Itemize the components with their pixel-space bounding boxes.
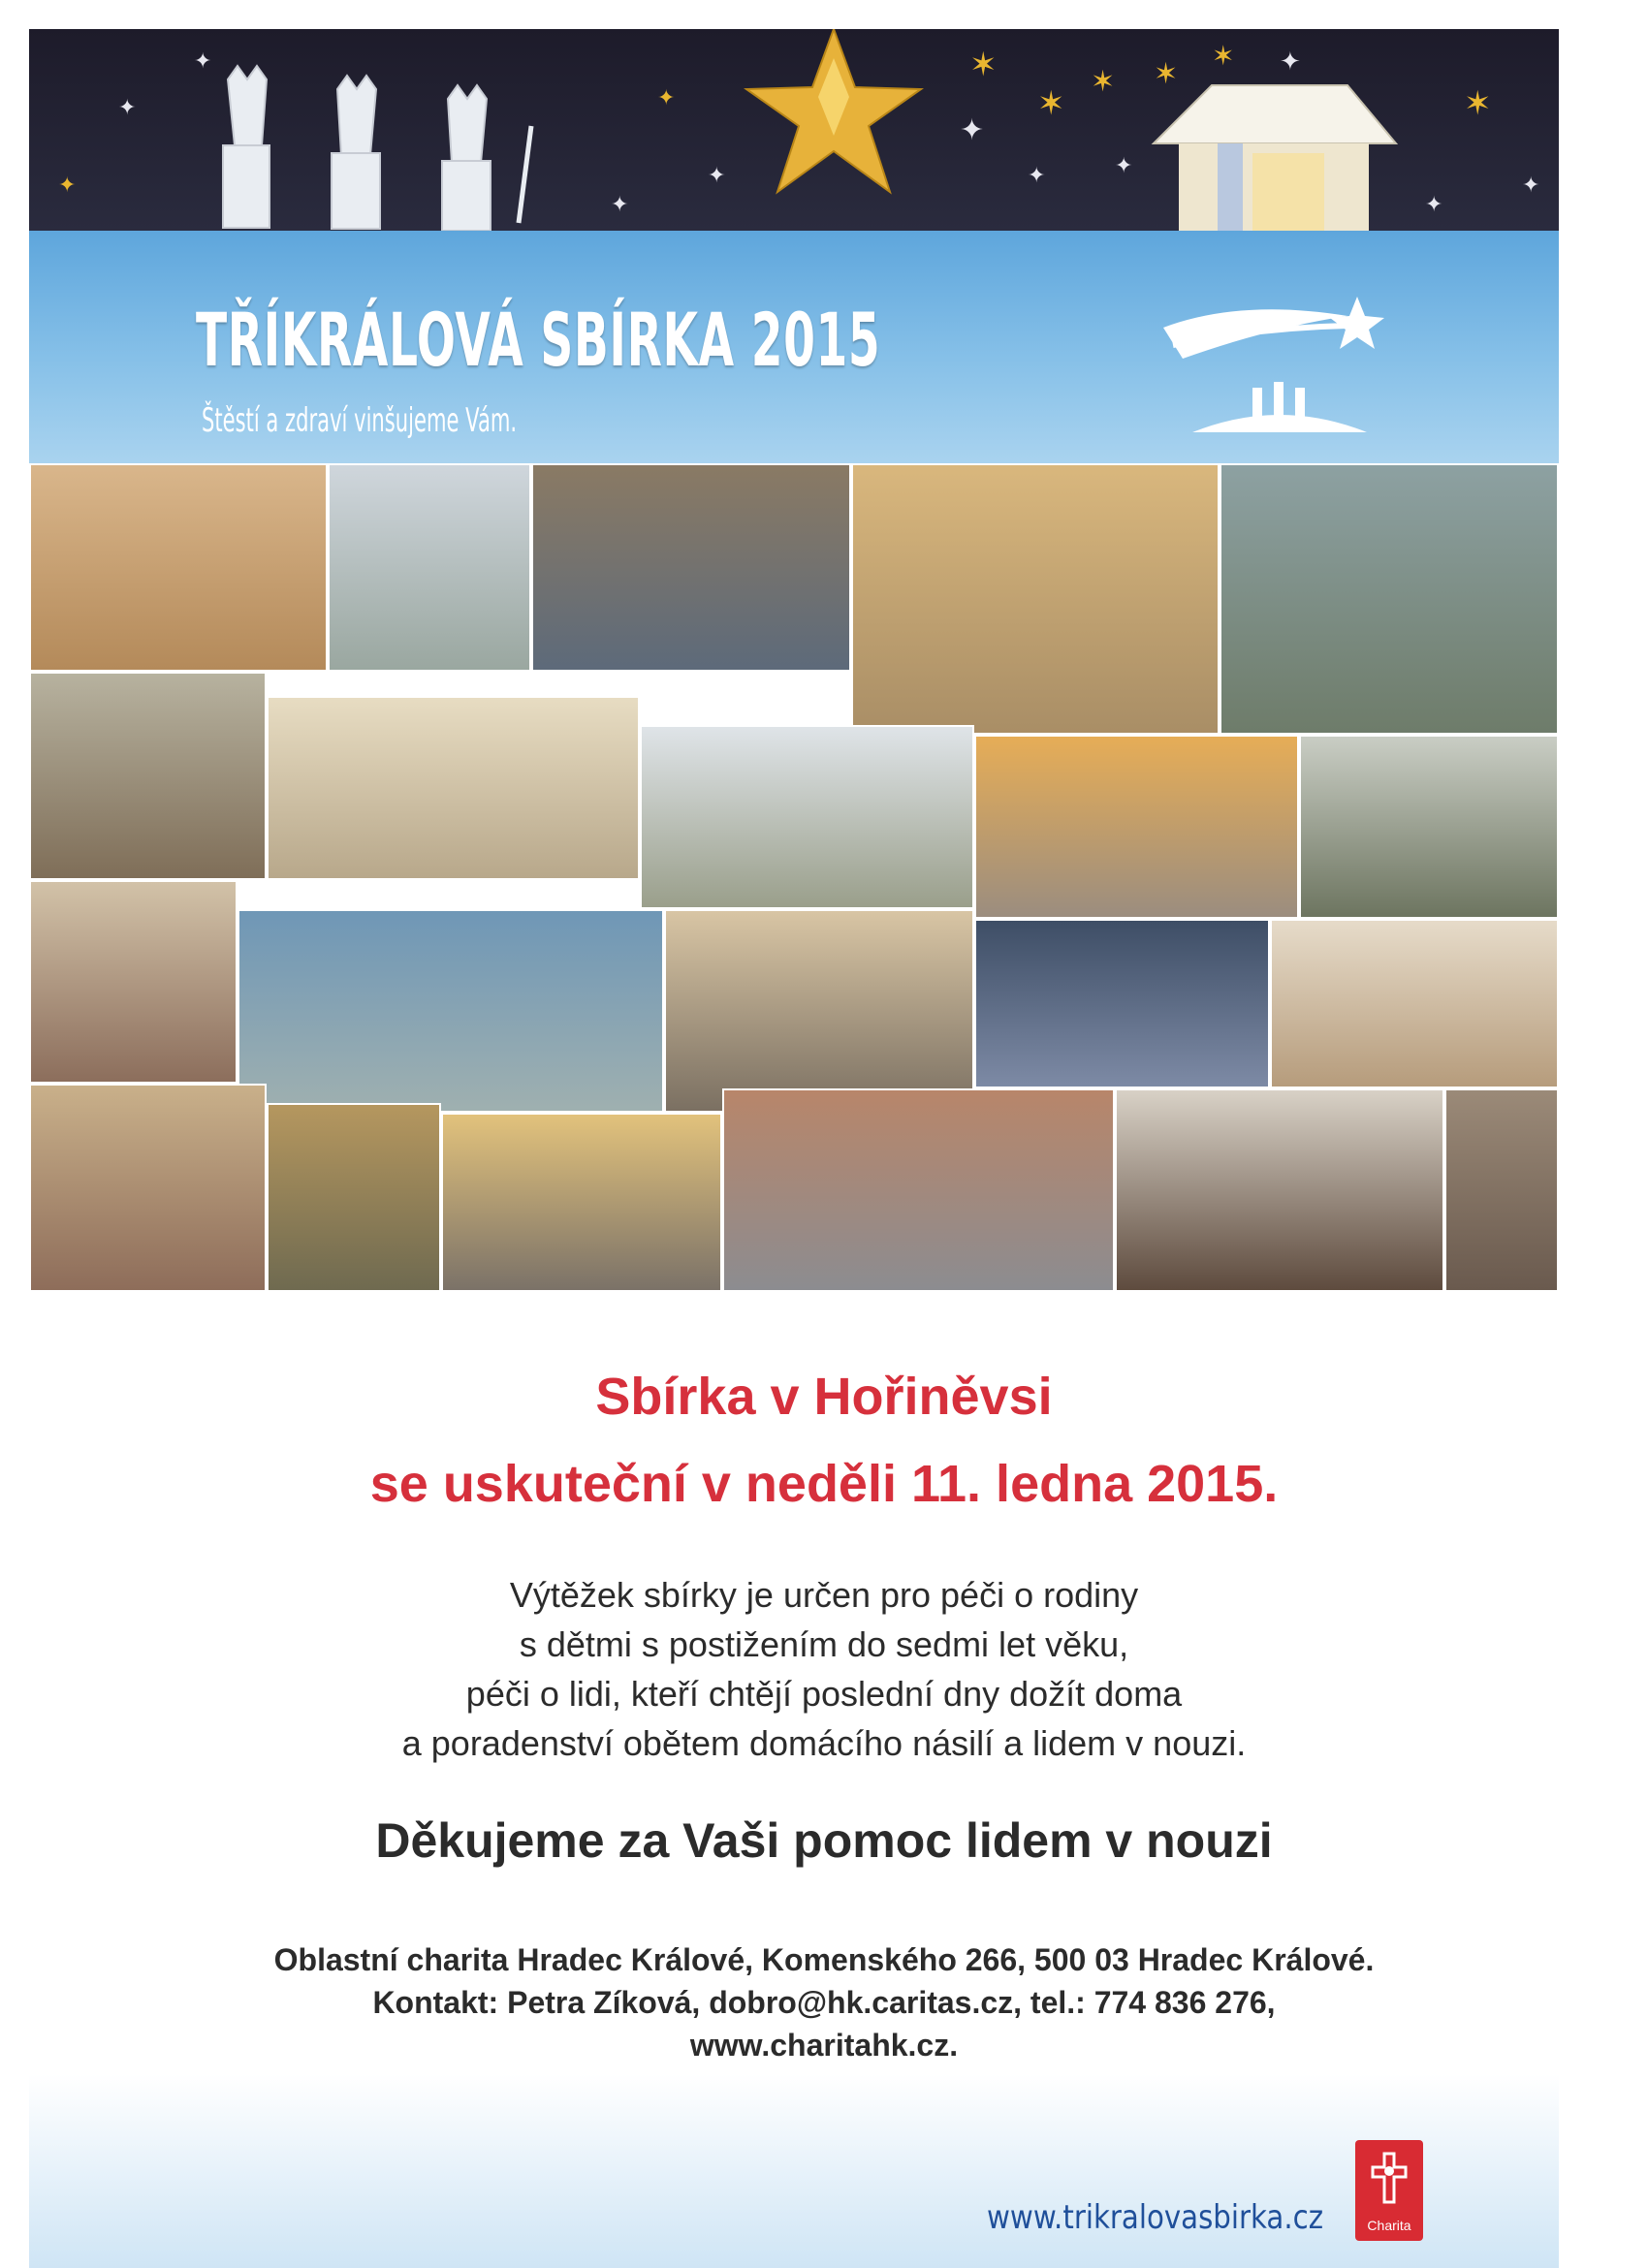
photo [1270, 919, 1559, 1088]
contact-block [0, 1938, 1648, 2066]
organization-address: Oblastní charita Hradec Králové, Komenského 266, 500 03 Hradec Králové. [273, 1942, 1375, 1977]
purpose-line: s dětmi s postižením do sedmi let věku, [519, 1624, 1129, 1664]
star-icon: ✦ [58, 173, 77, 197]
photo [851, 463, 1220, 735]
photo [664, 909, 974, 1113]
star-icon: ✶ [969, 47, 998, 83]
purpose-line: Výtěžek sbírky je určen pro péči o rodiny [509, 1575, 1139, 1615]
photo [640, 725, 974, 909]
charita-cross-icon [1369, 2150, 1410, 2206]
organization-website-link[interactable]: www.charitahk.cz. [689, 2028, 959, 2063]
origami-star-illustration [746, 29, 921, 192]
title-banner [29, 231, 1559, 463]
star-icon: ✦ [118, 95, 137, 119]
star-icon: ✦ [1115, 153, 1133, 177]
photo [29, 880, 238, 1084]
photo [441, 1113, 722, 1292]
star-icon: ✦ [708, 163, 726, 187]
photo [1220, 463, 1559, 735]
purpose-paragraph [0, 1570, 1648, 1768]
purpose-line: péči o lidi, kteří chtějí poslední dny dožít doma [465, 1674, 1183, 1714]
announcement-date: se uskuteční v neděli 11. ledna 2015. [369, 1455, 1279, 1513]
photo [1444, 1088, 1559, 1292]
house-illustration [1154, 85, 1396, 231]
star-icon: ✦ [960, 114, 985, 146]
comet-kings-logo [1154, 289, 1386, 434]
announcement-headline: Sbírka v Hořiněvsi [595, 1368, 1053, 1426]
photo [328, 463, 531, 672]
photo [722, 1088, 1115, 1292]
photo [29, 1084, 267, 1292]
header-illustration [29, 29, 1559, 231]
star-icon: ✦ [1280, 47, 1301, 76]
star-icon: ✦ [1522, 173, 1540, 197]
star-icon: ✶ [1037, 85, 1065, 122]
photo [29, 672, 267, 880]
poster [29, 29, 1559, 1342]
footer-band [29, 2074, 1559, 2268]
three-kings-illustration [223, 66, 531, 231]
star-icon: ✶ [1154, 58, 1179, 90]
photo-collage [29, 463, 1559, 1342]
photo [531, 463, 851, 672]
star-icon: ✶ [1212, 41, 1235, 71]
thanks-heading: Děkujeme za Vaši pomoc lidem v nouzi [375, 1813, 1273, 1868]
photo [1115, 1088, 1444, 1292]
contact-person: Kontakt: Petra Zíková, dobro@hk.caritas.cz, tel.: 774 836 276, [372, 1985, 1276, 2020]
photo [29, 463, 328, 672]
charita-logo-text: Charita [1367, 2218, 1411, 2233]
poster-title: TŘÍKRÁLOVÁ SBÍRKA 2015 [196, 297, 881, 383]
star-icon: ✦ [1028, 163, 1046, 187]
campaign-website-link[interactable]: www.trikralovasbirka.cz [987, 2198, 1324, 2237]
photo [974, 919, 1270, 1088]
star-icon: ✦ [1425, 192, 1443, 216]
star-icon: ✶ [1464, 85, 1492, 122]
purpose-line: a poradenství obětem domácího násilí a lidem v nouzi. [401, 1723, 1247, 1763]
star-icon: ✶ [1091, 66, 1116, 98]
photo [1299, 735, 1559, 919]
photo [238, 909, 664, 1113]
photo [267, 696, 640, 880]
charita-logo [1355, 2140, 1423, 2241]
night-sky-header [29, 29, 1559, 231]
poster-subtitle: Štěstí a zdraví vinšujeme Vám. [202, 401, 518, 440]
photo [974, 735, 1299, 919]
star-icon: ✦ [657, 85, 676, 110]
photo [267, 1103, 441, 1292]
star-icon: ✦ [194, 48, 212, 73]
star-icon: ✦ [611, 192, 629, 216]
